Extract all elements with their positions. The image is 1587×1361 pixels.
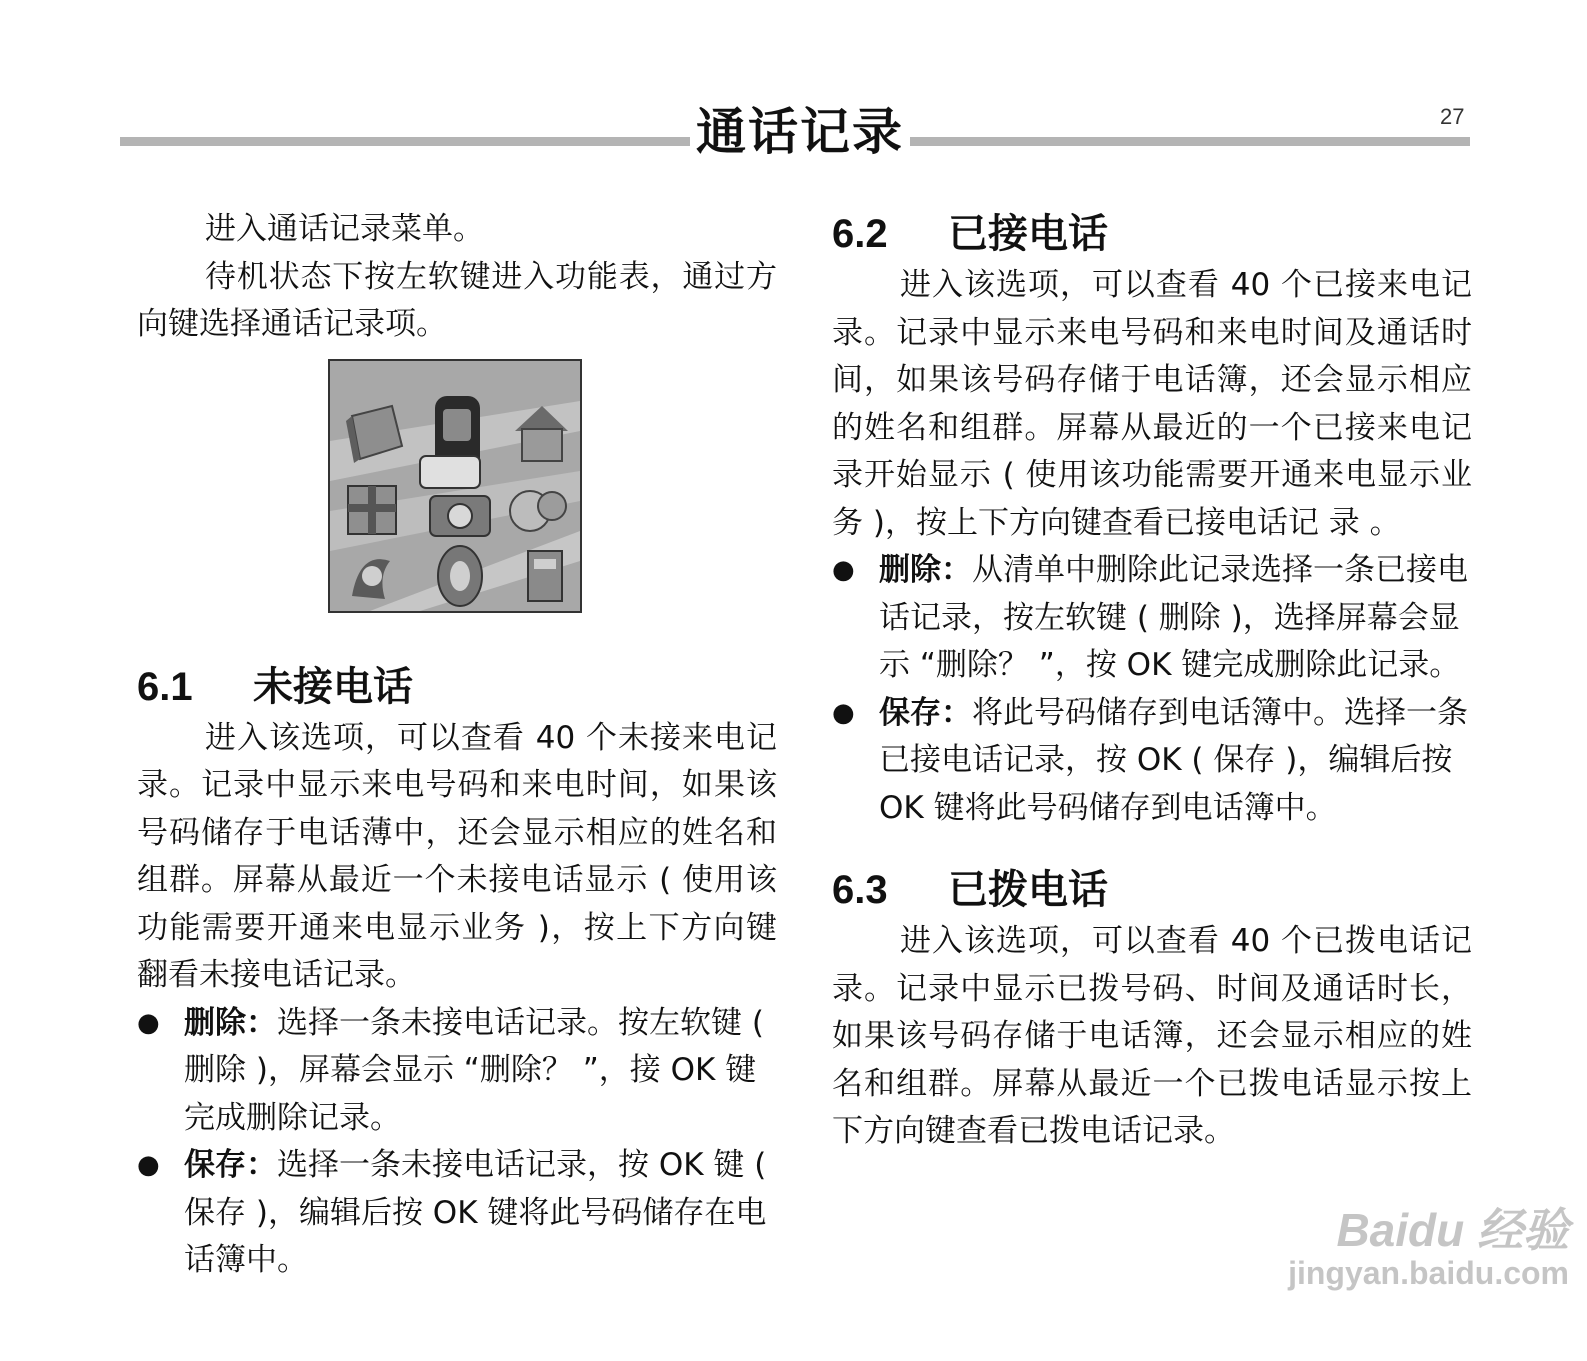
section-6-1-bullet-delete <box>137 1000 777 1143</box>
camera-icon <box>430 496 490 536</box>
bullet-keyword: 删除： <box>879 552 972 588</box>
section-6-1-number: 6.1 <box>137 664 193 709</box>
section-6-1-title: 未接电话 <box>253 663 413 710</box>
section-6-1-bullet-save <box>137 1142 777 1285</box>
section-6-2-heading <box>832 206 1472 262</box>
page-title: 通话记录 <box>520 100 1080 164</box>
watermark-url: jingyan.baidu.com <box>1288 1255 1569 1291</box>
right-column <box>832 206 1472 1156</box>
intro-line-2: 待机状态下按左软键进入功能表，通过方向键选择通话记录项。 <box>137 258 777 342</box>
left-column <box>137 206 777 1285</box>
device-icon <box>438 546 482 606</box>
bullet-text: 选择一条未接电话记录，按 OK 键 ( 保存 )，编辑后按 OK 键将此号码储存在电话簿中。 <box>184 1147 767 1278</box>
menu-screenshot-figure <box>328 359 582 613</box>
bullet-text: 从清单中删除此记录选择一条已接电话记录，按左软键 ( 删除 )，选择屏幕会显示 “删除？ ”，按 OK 键完成删除此记录。 <box>879 552 1468 683</box>
bullet-icon: ● <box>137 1150 160 1180</box>
section-6-2-bullet-delete <box>832 547 1472 690</box>
box-icon <box>528 551 562 601</box>
watermark-logo: Baidu 经验 <box>1336 1204 1569 1256</box>
section-6-3-body: 进入该选项，可以查看 40 个已拨电话记录。记录中显示已拨号码、时间及通话时长，如果该号码存储于电话簿，还会显示相应的姓名和组群。屏幕从最近一个已拨电话显示按上下方向键查看已拨电话记录。 <box>832 923 1472 1149</box>
page-number: 27 <box>1440 104 1465 129</box>
section-6-3-number: 6.3 <box>832 868 888 912</box>
section-6-2-title: 已接电话 <box>948 211 1108 257</box>
section-6-1-body: 进入该选项，可以查看 40 个未接来电记录。记录中显示来电号码和来电时间，如果该号码储存于电话薄中，还会显示相应的姓名和组群。屏幕从最近一个未接电话显示 ( 使用该功能需要开通来电显示业务 )，按上下方向键翻看未接电话记录。 <box>137 719 777 993</box>
section-6-1-heading <box>137 659 777 715</box>
menu-screenshot <box>330 361 580 611</box>
bullet-keyword: 保存： <box>879 694 972 731</box>
section-6-3-heading <box>832 862 1472 918</box>
watermark <box>1288 1205 1569 1291</box>
section-6-3-title: 已拨电话 <box>948 867 1108 913</box>
gift-icon <box>348 486 396 534</box>
section-6-2-body: 进入该选项，可以查看 40 个已接来电记录。记录中显示来电号码和来电时间及通话时间，如果该号码存储于电话簿，还会显示相应的姓名和组群。屏幕从最近的一个已接来电记录开始显示 ( 使用该功能需要开通来电显示业务 )，按上下方向键查看已接电话记 录 。 <box>832 267 1472 541</box>
bullet-keyword: 保存： <box>184 1147 277 1183</box>
bullet-icon: ● <box>137 1007 160 1038</box>
bullet-text: 选择一条未接电话记录。按左软键 ( 删除 )，屏幕会显示 “删除？ ”，接 OK 键完成删除记录。 <box>184 1004 764 1136</box>
intro-line-1: 进入通话记录菜单。 <box>205 211 484 247</box>
bullet-keyword: 删除： <box>184 1004 277 1041</box>
section-6-2-number: 6.2 <box>832 212 888 256</box>
bullet-icon: ● <box>832 697 855 728</box>
bullet-text: 将此号码储存到电话簿中。选择一条已接电话记录，按 OK ( 保存 )，编辑后按 OK 键将此号码储存到电话簿中。 <box>879 694 1468 826</box>
section-6-2-bullet-save <box>832 690 1472 833</box>
bullet-icon: ● <box>832 555 855 585</box>
